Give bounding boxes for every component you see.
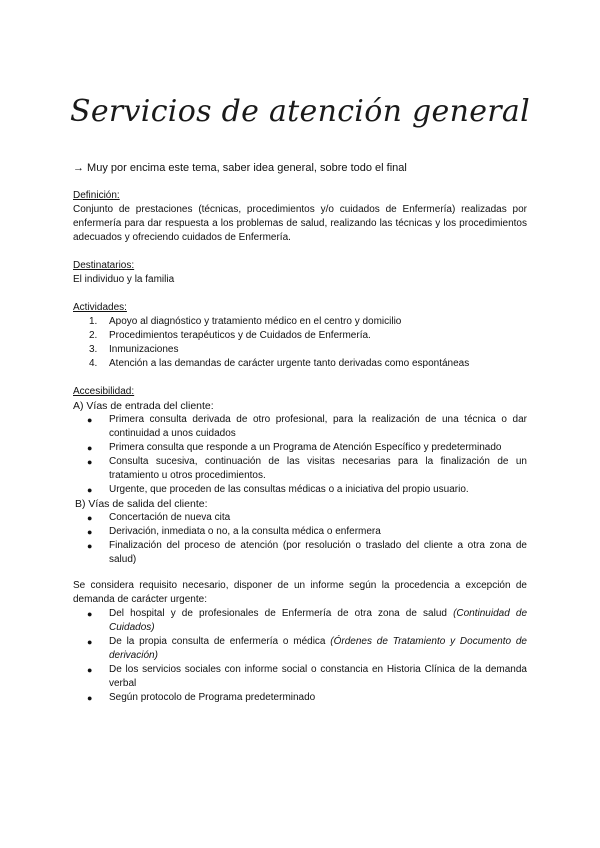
item-text: Procedimientos terapéuticos y de Cuidados de Enfermería. bbox=[109, 330, 371, 341]
bullet-icon: ● bbox=[87, 665, 93, 675]
bullet-icon: ● bbox=[87, 637, 93, 647]
vias-entrada-list bbox=[73, 413, 527, 497]
actividades-section bbox=[73, 301, 527, 371]
list-item bbox=[73, 525, 527, 539]
list-item bbox=[73, 343, 527, 357]
item-text: Primera consulta derivada de otro profesional, para la realización de una técnica o dar continuidad a unos cuidados bbox=[109, 414, 527, 439]
item-italic-note: (Órdenes de Tratamiento y Documento de derivación) bbox=[109, 636, 527, 661]
item-number: 2. bbox=[89, 330, 98, 341]
bullet-icon: ● bbox=[87, 485, 93, 495]
list-item bbox=[73, 635, 527, 663]
vias-entrada-subheading: A) Vías de entrada del cliente: bbox=[73, 400, 214, 412]
item-number: 1. bbox=[89, 316, 98, 327]
list-item bbox=[73, 607, 527, 635]
bullet-icon: ● bbox=[87, 513, 93, 523]
list-item bbox=[73, 441, 527, 455]
list-item bbox=[73, 663, 527, 691]
vias-salida-subheading: B) Vías de salida del cliente: bbox=[75, 498, 208, 510]
actividades-list bbox=[73, 315, 527, 371]
definicion-heading: Definición: bbox=[73, 190, 120, 201]
bullet-icon: ● bbox=[87, 457, 93, 467]
list-item bbox=[73, 483, 527, 497]
destinatarios-section bbox=[73, 259, 527, 287]
item-text: De la propia consulta de enfermería o médica bbox=[109, 636, 331, 647]
item-text: Urgente, que proceden de las consultas médicas o a iniciativa del propio usuario. bbox=[109, 484, 469, 495]
intro-note: → Muy por encima este tema, saber idea general, sobre todo el final bbox=[73, 162, 407, 174]
item-text: Finalización del proceso de atención (por resolución o traslado del cliente a otra zona de salud) bbox=[109, 540, 527, 565]
list-item bbox=[73, 357, 527, 371]
bullet-icon: ● bbox=[87, 443, 93, 453]
item-text: Primera consulta que responde a un Programa de Atención Específico y predeterminado bbox=[109, 442, 502, 453]
requisito-text: Se considera requisito necesario, disponer de un informe según la procedencia a excepción de demanda de carácter urgente: bbox=[73, 580, 527, 605]
destinatarios-heading: Destinatarios: bbox=[73, 260, 135, 271]
bullet-icon: ● bbox=[87, 541, 93, 551]
definicion-section bbox=[73, 189, 527, 245]
list-item bbox=[73, 539, 527, 567]
bullet-icon: ● bbox=[87, 693, 93, 703]
bullet-icon: ● bbox=[87, 415, 93, 425]
item-text: Apoyo al diagnóstico y tratamiento médico en el centro y domicilio bbox=[109, 316, 402, 327]
item-number: 4. bbox=[89, 358, 98, 369]
item-text: Derivación, inmediata o no, a la consulta médica o enfermera bbox=[109, 526, 381, 537]
list-item bbox=[73, 455, 527, 483]
actividades-heading: Actividades: bbox=[73, 302, 127, 313]
bullet-icon: ● bbox=[87, 527, 93, 537]
item-text: De los servicios sociales con informe social o constancia en Historia Clínica de la demanda verbal bbox=[109, 664, 527, 689]
bullet-icon: ● bbox=[87, 609, 93, 619]
accesibilidad-section bbox=[73, 385, 527, 567]
list-item bbox=[73, 511, 527, 525]
item-number: 3. bbox=[89, 344, 98, 355]
vias-salida-list bbox=[73, 511, 527, 567]
item-text: Inmunizaciones bbox=[109, 344, 179, 355]
accesibilidad-heading: Accesibilidad: bbox=[73, 386, 135, 397]
item-text: Del hospital y de profesionales de Enfermería de otra zona de salud bbox=[109, 608, 454, 619]
destinatarios-text: El individuo y la familia bbox=[73, 274, 175, 285]
page-title: Servicios de atención general bbox=[70, 94, 530, 129]
item-text: Concertación de nueva cita bbox=[109, 512, 231, 523]
list-item bbox=[73, 691, 527, 705]
requisito-section bbox=[73, 579, 527, 705]
requisito-list bbox=[73, 607, 527, 705]
item-text: Según protocolo de Programa predeterminado bbox=[109, 692, 316, 703]
definicion-text: Conjunto de prestaciones (técnicas, procedimientos y/o cuidados de Enfermería) realizadas por enfermería para dar respuesta a los problemas de salud, realizando las técnicas y los procedimientos adecuados y ofreciendo cuidados de Enfermería. bbox=[73, 204, 527, 243]
list-item bbox=[73, 413, 527, 441]
item-text: Consulta sucesiva, continuación de las visitas necesarias para la finalización de un tratamiento u otros procedimientos. bbox=[109, 456, 527, 481]
item-text: Atención a las demandas de carácter urgente tanto derivadas como espontáneas bbox=[109, 358, 470, 369]
list-item bbox=[73, 315, 527, 329]
list-item bbox=[73, 329, 527, 343]
item-italic-note: (Continuidad de Cuidados) bbox=[109, 608, 527, 633]
